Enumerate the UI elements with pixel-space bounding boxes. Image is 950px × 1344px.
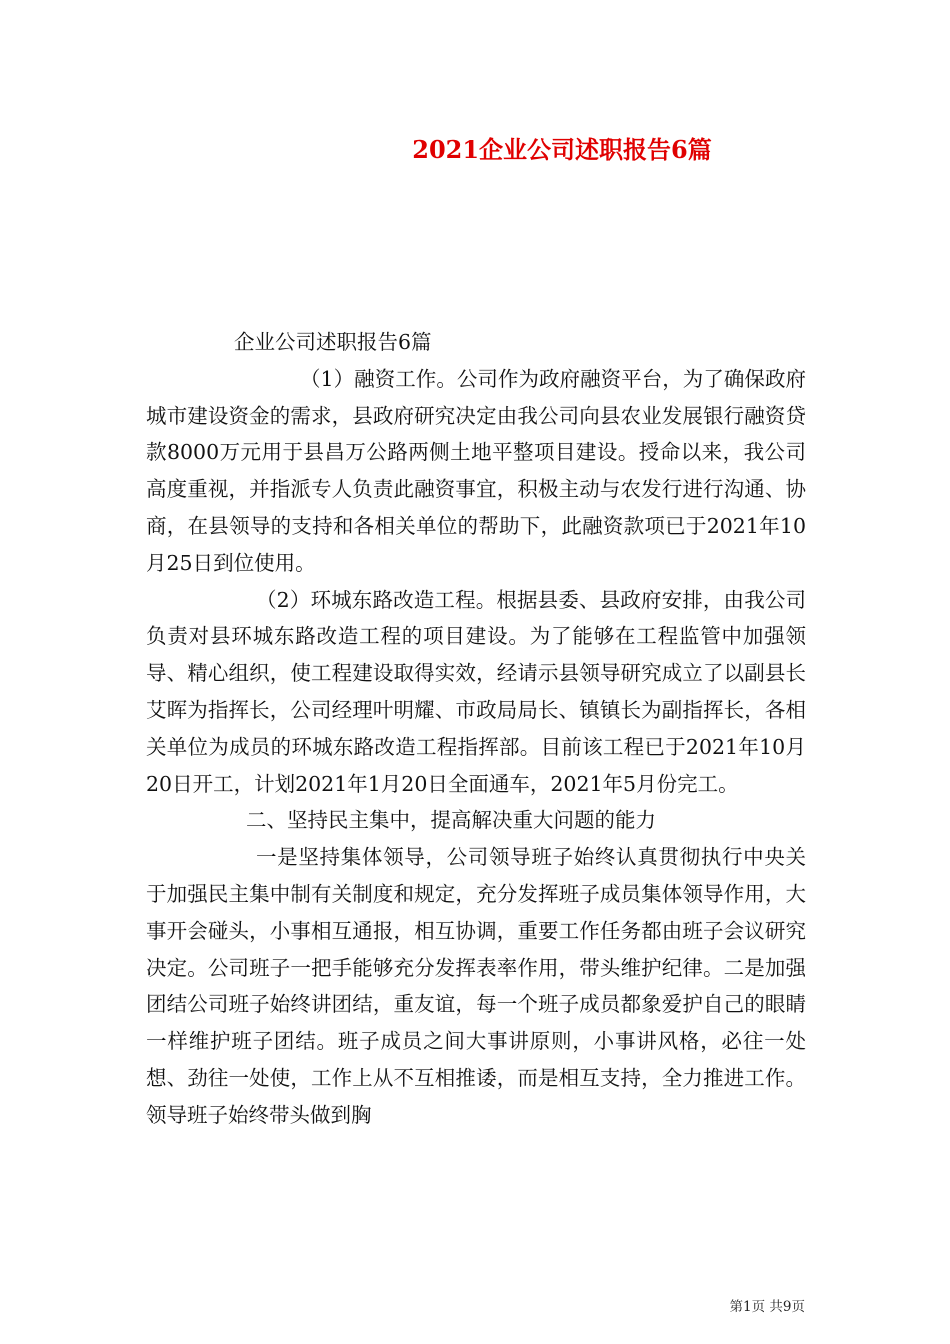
document-body [146, 324, 806, 1134]
document-subtitle: 企业公司述职报告6篇 [234, 330, 432, 354]
paragraph-road-project: （2）环城东路改造工程。根据县委、县政府安排，由我公司负责对县环城东路改造工程的项目建设。为了能够在工程监管中加强领导、精心组织，使工程建设取得实效，经请示县领导研究成立了以副县长艾晖为指挥长，公司经理叶明耀、市政局局长、镇镇长为副指挥长，各相关单位为成员的环城东路改造工程指挥部。目前该工程已于2021年10月20日开工，计划2021年1月20日全面通车，2021年5月份完工。 [146, 587, 806, 796]
paragraph-financing: （1）融资工作。公司作为政府融资平台，为了确保政府城市建设资金的需求，县政府研究决定由我公司向县农业发展银行融资贷款8000万元用于县昌万公路两侧土地平整项目建设。授命以来，我公司高度重视，并指派专人负责此融资事宜，积极主动与农发行进行沟通、协商，在县领导的支持和各相关单位的帮助下，此融资款项已于2021年10月25日到位使用。 [146, 366, 806, 575]
section-heading: 二、坚持民主集中，提高解决重大问题的能力 [246, 808, 656, 833]
document-title: 2021企业公司述职报告6篇 [412, 135, 712, 164]
page-number: 第1页 共9页 [729, 1299, 805, 1315]
paragraph-collective-leadership: 一是坚持集体领导，公司领导班子始终认真贯彻执行中央关于加强民主集中制有关制度和规定，充分发挥班子成员集体领导作用，大事开会碰头，小事相互通报，相互协调，重要工作任务都由班子会议研究决定。公司班子一把手能够充分发挥表率作用，带头维护纪律。二是加强团结公司班子始终讲团结，重友谊，每一个班子成员都象爱护自己的眼睛一样维护班子团结。班子成员之间大事讲原则，小事讲风格，必往一处想、劲往一处使，工作上从不互相推诿，而是相互支持，全力推进工作。领导班子始终带头做到胸 [146, 845, 806, 1127]
